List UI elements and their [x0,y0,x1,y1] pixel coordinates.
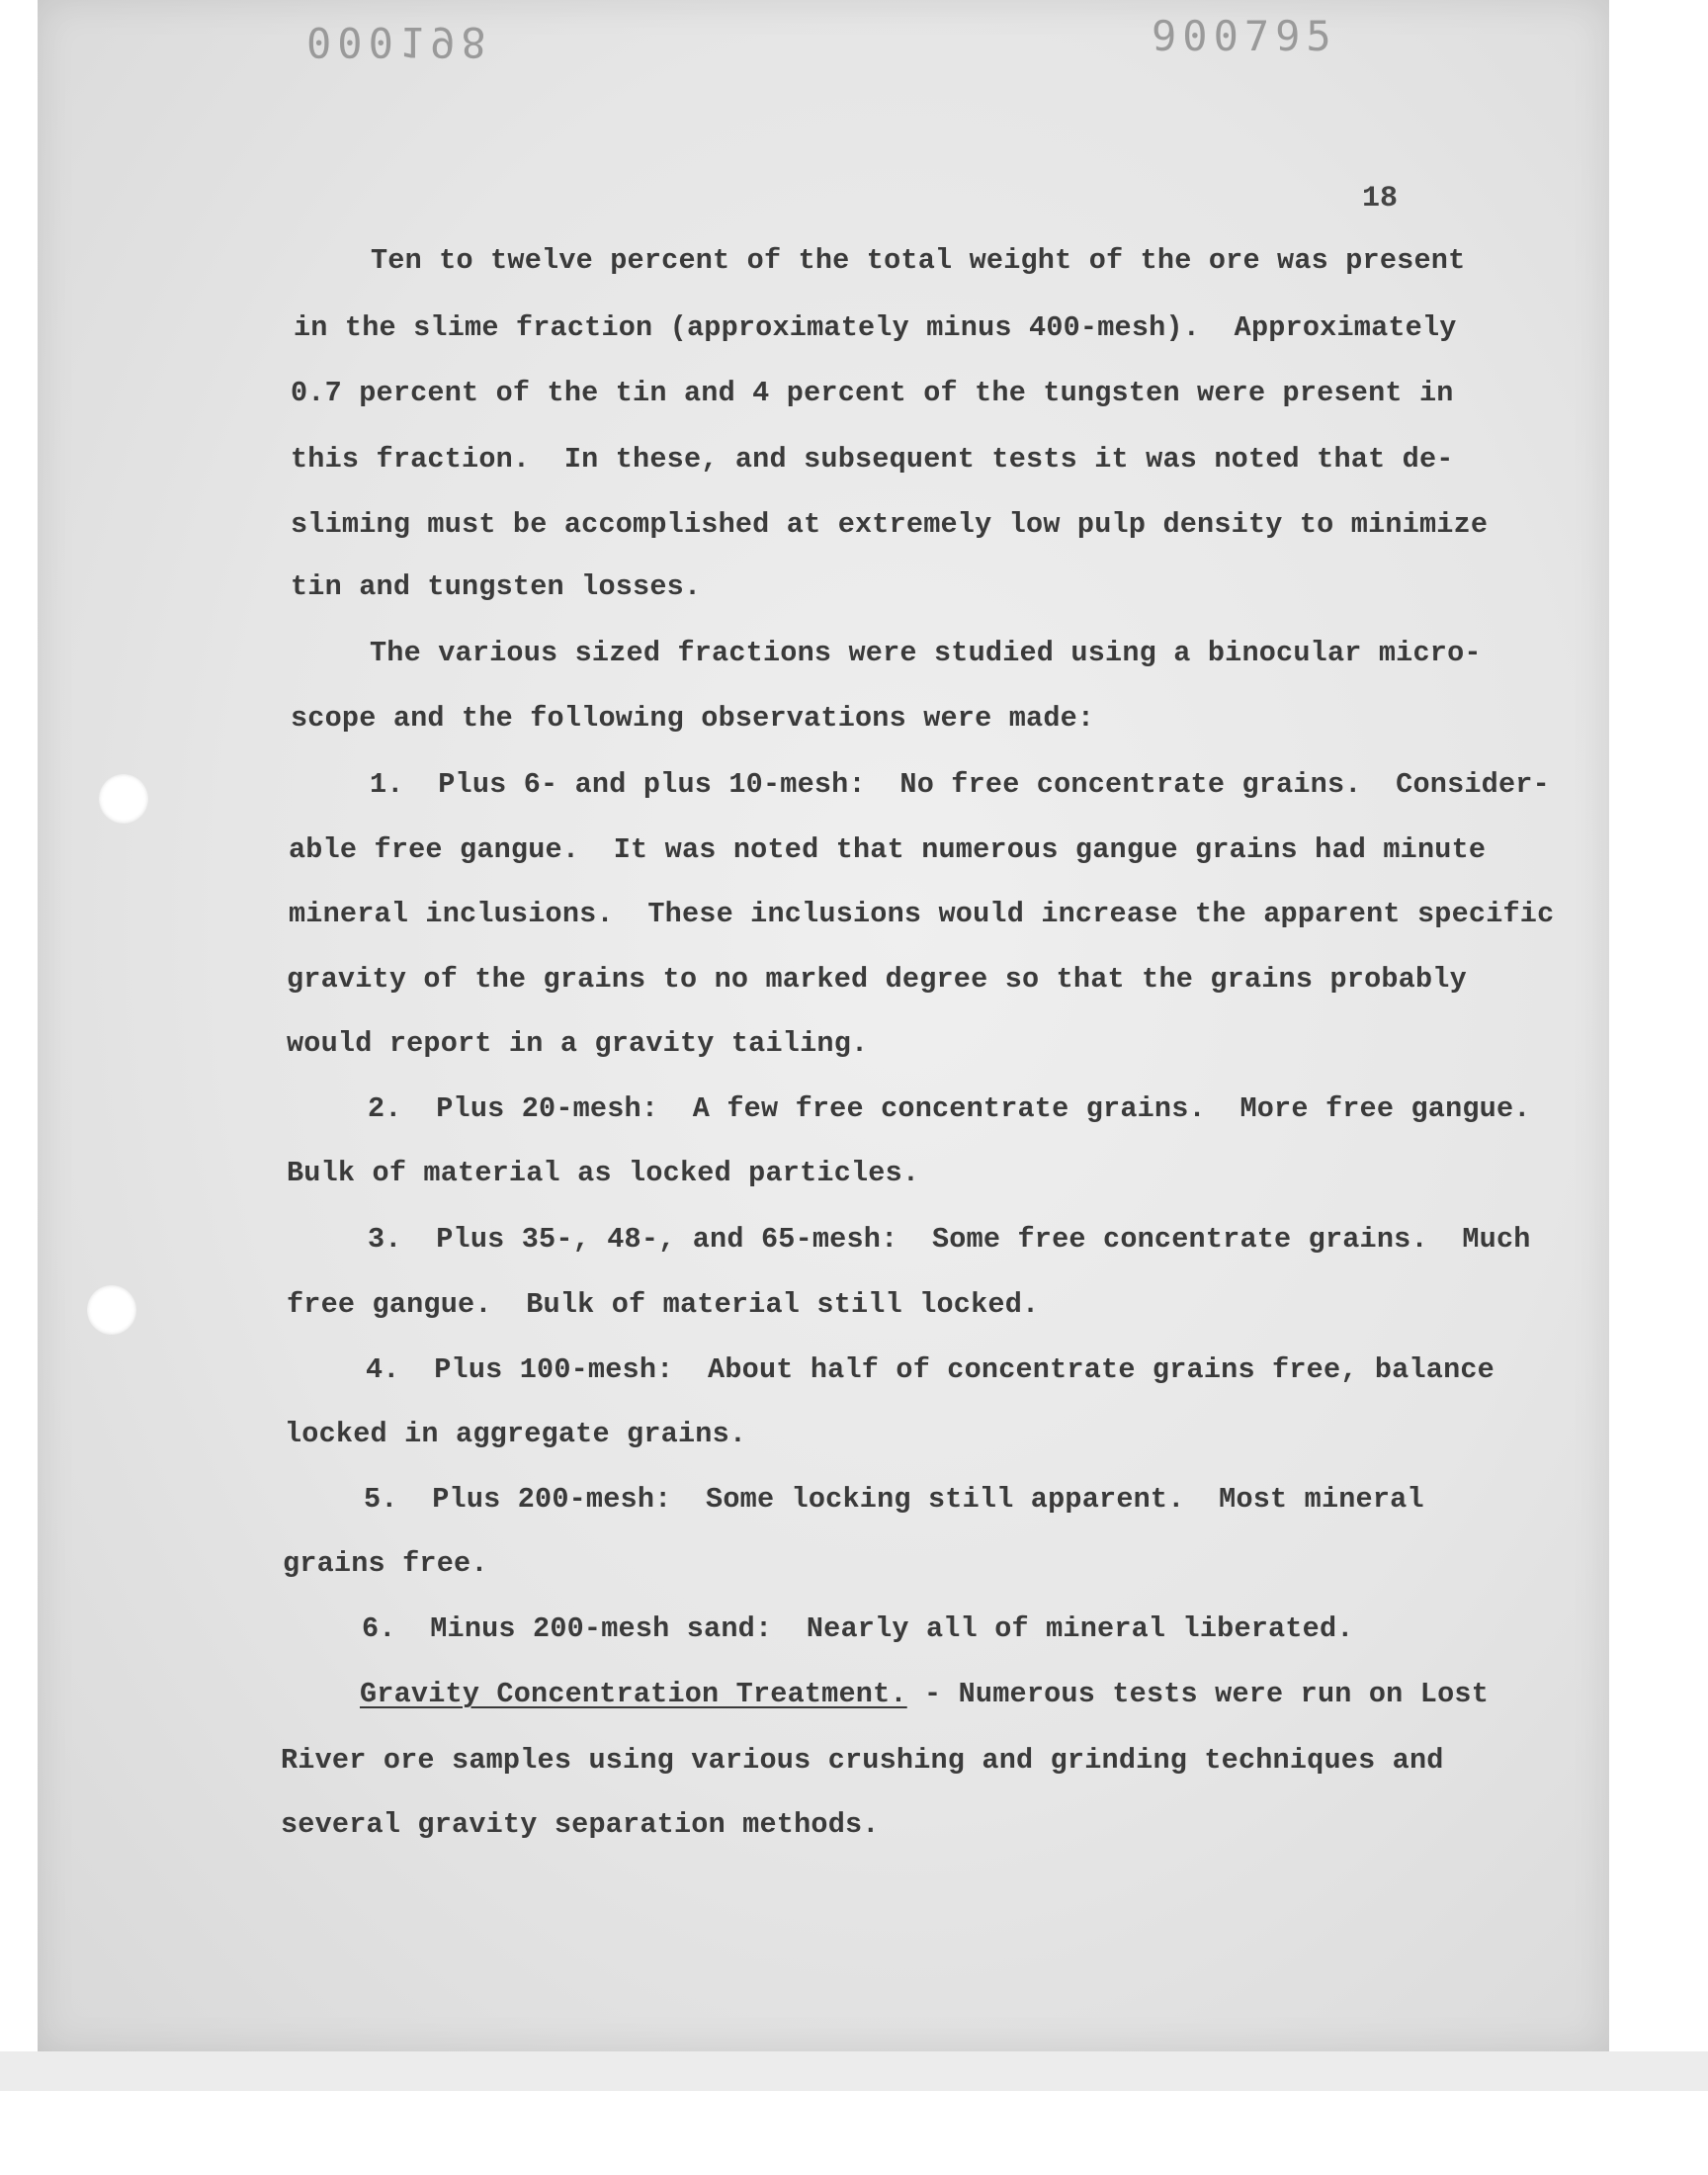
list-item-line: able free gangue. It was noted that numerous gangue grains had minute [289,833,1487,866]
paragraph-line: sliming must be accomplished at extremely low pulp density to minimize [291,508,1489,541]
list-item-line: mineral inclusions. These inclusions would increase the apparent specific [289,898,1555,930]
list-item-line: gravity of the grains to no marked degree so that the grains probably [287,963,1467,996]
list-item-line: locked in aggregate grains. [285,1418,747,1450]
page-number: 18 [1362,182,1399,216]
paragraph-line: River ore samples using various crushing and grinding techniques and [281,1744,1444,1777]
list-item-line: Bulk of material as locked particles. [287,1157,920,1189]
paragraph-line: tin and tungsten losses. [291,570,702,603]
list-item-line: 5. Plus 200-mesh: Some locking still apparent. Most mineral [364,1483,1424,1516]
paragraph-line: scope and the following observations were made: [291,702,1095,735]
paragraph-line: this fraction. In these, and subsequent tests it was noted that de- [291,443,1454,476]
punch-hole [99,774,148,824]
stamp-number-right: 900795 [1152,12,1337,60]
section-heading: Gravity Concentration Treatment. [360,1678,907,1710]
paragraph-line: The various sized fractions were studied using a binocular micro- [370,637,1482,669]
list-item-line: free gangue. Bulk of material still locked. [287,1288,1040,1321]
paragraph-line: several gravity separation methods. [281,1808,880,1841]
list-item-line: 4. Plus 100-mesh: About half of concentrate grains free, balance [366,1353,1494,1386]
list-item-line: 3. Plus 35-, 48-, and 65-mesh: Some free concentrate grains. Much [368,1223,1531,1256]
list-item-line: grains free. [283,1547,488,1580]
list-item-line: 1. Plus 6- and plus 10-mesh: No free concentrate grains. Consider- [370,768,1550,801]
punch-hole [87,1285,136,1335]
paragraph-line: Ten to twelve percent of the total weight of the ore was present [371,244,1466,277]
paragraph-line: in the slime fraction (approximately minus 400-mesh). Approximately [294,311,1457,344]
list-item-line: 6. Minus 200-mesh sand: Nearly all of mineral liberated. [362,1612,1354,1645]
stamp-number-left: 000198 [306,18,492,66]
section-heading-line [360,1678,1489,1710]
section-heading-continuation: - Numerous tests were run on Lost [906,1678,1489,1710]
list-item-line: would report in a gravity tailing. [287,1027,869,1060]
paragraph-line: 0.7 percent of the tin and 4 percent of the tungsten were present in [291,377,1454,409]
list-item-line: 2. Plus 20-mesh: A few free concentrate grains. More free gangue. [368,1092,1531,1125]
scan-backing [0,2051,1708,2091]
